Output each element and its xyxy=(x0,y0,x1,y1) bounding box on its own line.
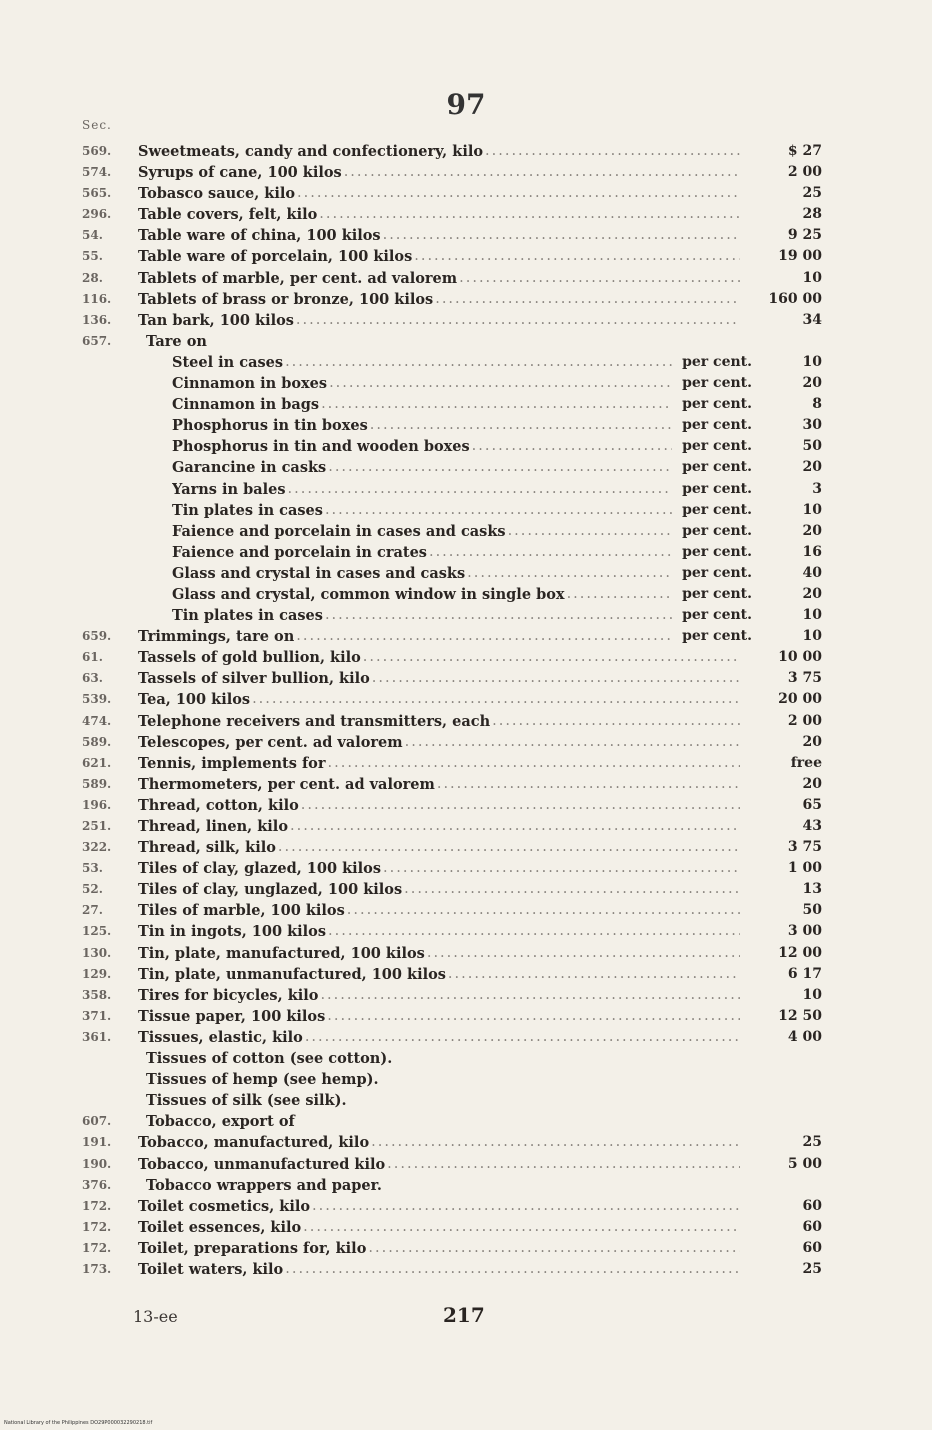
entry-description: Glass and crystal, common window in single box xyxy=(172,585,565,603)
dot-leader xyxy=(492,711,740,732)
dot-leader xyxy=(370,415,672,436)
entry-description: Glass and crystal in cases and casks xyxy=(172,564,466,582)
tariff-entry-row xyxy=(82,689,822,710)
entry-rate: 25 xyxy=(802,185,822,202)
entry-rate: 34 xyxy=(802,311,822,328)
section-number: 589. xyxy=(82,734,112,749)
tariff-entry-row xyxy=(82,542,822,563)
entry-description: Tea, 100 kilos xyxy=(138,691,251,709)
entry-rate: 13 xyxy=(802,881,822,898)
entry-rate: 20 00 xyxy=(778,691,822,708)
entry-rate: 1 00 xyxy=(787,860,822,877)
dot-leader xyxy=(312,1196,740,1217)
entry-rate: 12 00 xyxy=(778,944,822,961)
entry-description: Cinnamon in bags xyxy=(172,396,320,414)
dot-leader xyxy=(371,1132,740,1153)
tariff-entry-row xyxy=(82,204,822,225)
dot-leader xyxy=(472,436,672,457)
dot-leader xyxy=(328,921,740,942)
entry-rate: 3 75 xyxy=(787,670,822,687)
tariff-entry-row xyxy=(82,457,822,478)
entry-rate: 20 xyxy=(802,733,822,750)
entry-rate: 3 75 xyxy=(787,839,822,856)
tariff-entry-row xyxy=(82,500,822,521)
entry-description: Telescopes, per cent. ad valorem xyxy=(138,733,403,751)
entry-description: Tablets of marble, per cent. ad valorem xyxy=(138,269,458,287)
entry-rate: 10 00 xyxy=(778,649,822,666)
dot-leader xyxy=(319,204,740,225)
section-number: 129. xyxy=(82,966,112,981)
section-number: 54. xyxy=(82,228,103,243)
tariff-entry-row xyxy=(82,310,822,331)
tariff-entry-row xyxy=(82,162,822,183)
section-number: 589. xyxy=(82,776,112,791)
entry-rate: 20 xyxy=(802,522,822,539)
entry-rate: 25 xyxy=(802,1134,822,1151)
dot-leader xyxy=(383,858,740,879)
section-number: 28. xyxy=(82,270,103,285)
entry-description: Tissues, elastic, kilo xyxy=(138,1028,303,1046)
tariff-entry-row xyxy=(82,668,822,689)
entry-unit: per cent. xyxy=(682,585,752,602)
entry-rate: 5 00 xyxy=(787,1155,822,1172)
entry-rate: 60 xyxy=(802,1239,822,1256)
section-number: 191. xyxy=(82,1135,112,1150)
dot-leader xyxy=(301,795,740,816)
dot-leader xyxy=(429,542,672,563)
entry-rate: 2 00 xyxy=(787,712,822,729)
section-number: 61. xyxy=(82,650,103,665)
entry-description: Tobasco sauce, kilo xyxy=(138,185,296,203)
tariff-entry-row xyxy=(82,985,822,1006)
tariff-entry-row xyxy=(82,289,822,310)
section-number: 172. xyxy=(82,1198,112,1213)
tariff-entry-row xyxy=(82,394,822,415)
section-number: 296. xyxy=(82,207,112,222)
section-number: 659. xyxy=(82,629,112,644)
entry-rate: 3 00 xyxy=(787,923,822,940)
dot-leader xyxy=(344,162,740,183)
tariff-entry-row xyxy=(82,141,822,162)
footer-page-number: 217 xyxy=(443,1303,485,1327)
entry-unit: per cent. xyxy=(682,564,752,581)
section-number: 116. xyxy=(82,291,112,306)
tariff-entry-row xyxy=(82,584,822,605)
tariff-entry-row xyxy=(82,837,822,858)
entry-description: Toilet cosmetics, kilo xyxy=(138,1197,311,1215)
dot-leader xyxy=(296,310,740,331)
dot-leader xyxy=(508,521,672,542)
entry-description: Steel in cases xyxy=(172,353,284,371)
tariff-entry-row xyxy=(82,711,822,732)
entry-rate: 60 xyxy=(802,1218,822,1235)
entry-rate: 4 00 xyxy=(787,1028,822,1045)
entry-rate: 8 xyxy=(812,396,822,413)
entry-description: Faience and porcelain in cases and casks xyxy=(172,522,506,540)
tariff-entry-row xyxy=(82,1175,822,1196)
entry-description: Phosphorus in tin and wooden boxes xyxy=(172,438,470,456)
tariff-entry-row xyxy=(82,225,822,246)
tariff-entry-row xyxy=(82,1259,822,1280)
entry-description: Tissues of hemp (see hemp). xyxy=(146,1071,379,1089)
tariff-entry-row xyxy=(82,1090,822,1111)
tariff-entry-row xyxy=(82,1217,822,1238)
dot-leader xyxy=(325,605,672,626)
dot-leader xyxy=(320,985,740,1006)
entry-rate: 60 xyxy=(802,1197,822,1214)
dot-leader xyxy=(297,183,740,204)
entry-rate: 160 00 xyxy=(768,290,822,307)
entry-unit: per cent. xyxy=(682,438,752,455)
entry-rate: 10 xyxy=(802,269,822,286)
entry-description: Toilet, preparations for, kilo xyxy=(138,1239,367,1257)
tariff-entry-row xyxy=(82,1048,822,1069)
entry-description: Tin, plate, manufactured, 100 kilos xyxy=(138,944,425,962)
page-number: 97 xyxy=(446,88,486,121)
entry-description: Table ware of china, 100 kilos xyxy=(138,227,381,245)
tariff-entry-row xyxy=(82,753,822,774)
entry-description: Thread, linen, kilo xyxy=(138,818,288,835)
section-number: 607. xyxy=(82,1114,112,1129)
entry-description: Thermometers, per cent. ad valorem xyxy=(138,775,435,793)
section-number: 190. xyxy=(82,1156,112,1171)
entry-unit: per cent. xyxy=(682,501,752,518)
tariff-entry-row xyxy=(82,268,822,289)
dot-leader xyxy=(325,500,672,521)
entry-rate: 10 xyxy=(802,353,822,370)
dot-leader xyxy=(405,732,740,753)
tariff-entry-row xyxy=(82,921,822,942)
dot-leader xyxy=(414,246,740,267)
section-number: 657. xyxy=(82,333,112,348)
dot-leader xyxy=(328,753,741,774)
entry-rate: 20 xyxy=(802,375,822,392)
entry-description: Tin plates in cases xyxy=(172,607,323,625)
entry-description: Thread, silk, kilo xyxy=(138,839,276,857)
tariff-entry-row xyxy=(82,1111,822,1132)
dot-leader xyxy=(448,964,740,985)
tariff-entry-row xyxy=(82,626,822,647)
entry-rate: 9 25 xyxy=(787,227,822,244)
entry-description: Tan bark, 100 kilos xyxy=(138,311,294,329)
entry-description: Cinnamon in boxes xyxy=(172,375,328,393)
entry-unit: per cent. xyxy=(682,396,752,413)
tariff-entry-row xyxy=(82,183,822,204)
entry-description: Tin, plate, unmanufactured, 100 kilos xyxy=(138,965,446,983)
entry-description: Sweetmeats, candy and confectionery, kilo xyxy=(138,143,484,160)
entry-unit: per cent. xyxy=(682,607,752,624)
entry-description: Tiles of clay, glazed, 100 kilos xyxy=(138,860,382,878)
entry-rate: 10 xyxy=(802,628,822,645)
entry-description: Tissues of cotton (see cotton). xyxy=(146,1050,393,1068)
dot-leader xyxy=(303,1217,740,1238)
entry-description: Garancine in casks xyxy=(172,459,327,477)
entry-description: Tin plates in cases xyxy=(172,501,323,519)
entry-description: Tablets of brass or bronze, 100 kilos xyxy=(138,290,434,308)
entry-description: Tennis, implements for xyxy=(138,754,326,772)
tariff-entry-row xyxy=(82,1132,822,1153)
dot-leader xyxy=(404,879,740,900)
dot-leader xyxy=(328,457,672,478)
entry-rate: 6 17 xyxy=(787,965,822,982)
dot-leader xyxy=(305,1027,740,1048)
dot-leader xyxy=(368,1238,740,1259)
dot-leader xyxy=(363,647,740,668)
dot-leader xyxy=(285,352,672,373)
entry-description: Faience and porcelain in crates xyxy=(172,543,427,561)
section-number: 125. xyxy=(82,924,112,939)
section-number: 361. xyxy=(82,1029,112,1044)
entry-rate: 20 xyxy=(802,459,822,476)
entry-description: Tobacco wrappers and paper. xyxy=(146,1176,382,1194)
entry-rate: $ 27 xyxy=(787,143,822,159)
section-number: 322. xyxy=(82,840,112,855)
entry-description: Table covers, felt, kilo xyxy=(138,206,318,224)
entry-unit: per cent. xyxy=(682,543,752,560)
entry-unit: per cent. xyxy=(682,417,752,434)
section-number: 251. xyxy=(82,819,112,833)
section-number: 130. xyxy=(82,945,112,960)
tariff-entry-row xyxy=(82,879,822,900)
entry-rate: 25 xyxy=(802,1260,822,1277)
tariff-entry-row xyxy=(82,331,822,352)
entry-description: Tissue paper, 100 kilos xyxy=(138,1007,326,1025)
section-number: 376. xyxy=(82,1177,112,1192)
entry-description: Tin in ingots, 100 kilos xyxy=(138,923,327,941)
tariff-entry-row xyxy=(82,816,822,837)
entry-unit: per cent. xyxy=(682,375,752,392)
signature-mark: 13-ee xyxy=(133,1307,178,1326)
entry-rate: 16 xyxy=(802,543,822,560)
entry-description: Tassels of silver bullion, kilo xyxy=(138,670,370,688)
dot-leader xyxy=(285,1259,740,1280)
tariff-entry-row xyxy=(82,732,822,753)
section-number: 136. xyxy=(82,312,112,327)
section-column-header: Sec. xyxy=(82,118,112,132)
entry-description: Toilet essences, kilo xyxy=(138,1218,302,1236)
tariff-entry-row xyxy=(82,858,822,879)
tariff-entry-row xyxy=(82,795,822,816)
entry-rate: 10 xyxy=(802,607,822,624)
entry-rate: 3 xyxy=(812,480,822,497)
dot-leader xyxy=(321,394,672,415)
tariff-entry-row xyxy=(82,900,822,921)
tariff-entry-row xyxy=(82,415,822,436)
section-number: 196. xyxy=(82,797,112,812)
dot-leader xyxy=(427,943,740,964)
section-number: 172. xyxy=(82,1240,112,1255)
section-number: 53. xyxy=(82,861,103,876)
dot-leader xyxy=(329,373,672,394)
section-number: 371. xyxy=(82,1008,112,1023)
section-number: 539. xyxy=(82,692,112,707)
section-number: 574. xyxy=(82,165,112,180)
entry-rate: 2 00 xyxy=(787,164,822,181)
tariff-entry-row xyxy=(82,436,822,457)
entry-description: Tiles of clay, unglazed, 100 kilos xyxy=(138,881,403,899)
entry-description: Tassels of gold bullion, kilo xyxy=(138,649,361,667)
entry-description: Tobacco, export of xyxy=(146,1113,295,1131)
section-number: 474. xyxy=(82,713,112,728)
tariff-entry-row xyxy=(82,1006,822,1027)
dot-leader xyxy=(485,141,740,162)
entry-rate: free xyxy=(790,754,822,771)
dot-leader xyxy=(372,668,740,689)
entry-rate: 20 xyxy=(802,775,822,792)
tariff-entry-row xyxy=(82,1069,822,1090)
tariff-entry-row xyxy=(82,1196,822,1217)
dot-leader xyxy=(387,1154,740,1175)
dot-leader xyxy=(288,479,672,500)
entry-unit: per cent. xyxy=(682,522,752,539)
dot-leader xyxy=(467,563,672,584)
entry-description: Thread, cotton, kilo xyxy=(138,796,299,814)
entry-description: Phosphorus in tin boxes xyxy=(172,417,368,435)
tariff-entry-list xyxy=(82,141,822,1280)
entry-description: Tires for bicycles, kilo xyxy=(138,986,319,1004)
tariff-entry-row xyxy=(82,373,822,394)
tariff-entry-row xyxy=(82,479,822,500)
entry-description: Yarns in bales xyxy=(172,480,286,498)
tariff-entry-row xyxy=(82,943,822,964)
dot-leader xyxy=(437,774,740,795)
section-number: 52. xyxy=(82,882,103,897)
tariff-entry-row xyxy=(82,605,822,626)
entry-unit: per cent. xyxy=(682,480,752,497)
section-number: 55. xyxy=(82,249,103,264)
entry-description: Trimmings, tare on xyxy=(138,628,295,646)
entry-rate: 30 xyxy=(802,417,822,434)
section-number: 358. xyxy=(82,987,112,1002)
entry-rate: 10 xyxy=(802,986,822,1003)
entry-rate: 50 xyxy=(802,438,822,455)
entry-unit: per cent. xyxy=(682,353,752,370)
entry-rate: 12 50 xyxy=(778,1007,822,1024)
tariff-entry-row xyxy=(82,563,822,584)
dot-leader xyxy=(567,584,672,605)
section-number: 63. xyxy=(82,671,103,686)
tariff-entry-row xyxy=(82,1154,822,1175)
entry-description: Tobacco, manufactured, kilo xyxy=(138,1134,370,1152)
dot-leader xyxy=(290,816,740,837)
library-credit: National Library of the Philippines DO29P000032290218.tif xyxy=(4,1420,153,1426)
section-number: 569. xyxy=(82,144,112,158)
entry-unit: per cent. xyxy=(682,628,752,645)
tariff-entry-row xyxy=(82,1027,822,1048)
dot-leader xyxy=(347,900,740,921)
entry-rate: 28 xyxy=(802,206,822,223)
entry-description: Toilet waters, kilo xyxy=(138,1260,284,1278)
entry-description: Table ware of porcelain, 100 kilos xyxy=(138,248,413,266)
entry-description: Syrups of cane, 100 kilos xyxy=(138,164,342,182)
entry-unit: per cent. xyxy=(682,459,752,476)
tariff-entry-row xyxy=(82,647,822,668)
entry-description: Tobacco, unmanufactured kilo xyxy=(138,1155,386,1173)
dot-leader xyxy=(296,626,672,647)
tariff-entry-row xyxy=(82,246,822,267)
tariff-entry-row xyxy=(82,352,822,373)
dot-leader xyxy=(383,225,740,246)
section-number: 621. xyxy=(82,755,112,770)
dot-leader xyxy=(435,289,740,310)
entry-rate: 43 xyxy=(802,818,822,834)
entry-description: Tiles of marble, 100 kilos xyxy=(138,902,345,920)
tariff-entry-row xyxy=(82,964,822,985)
entry-description: Tissues of silk (see silk). xyxy=(146,1092,347,1110)
entry-description: Telephone receivers and transmitters, each xyxy=(138,712,491,730)
dot-leader xyxy=(278,837,740,858)
entry-rate: 40 xyxy=(802,564,822,581)
section-number: 27. xyxy=(82,903,103,918)
entry-rate: 50 xyxy=(802,902,822,919)
entry-rate: 20 xyxy=(802,585,822,602)
dot-leader xyxy=(327,1006,740,1027)
tariff-entry-row xyxy=(82,521,822,542)
section-number: 565. xyxy=(82,186,112,201)
section-number: 173. xyxy=(82,1261,112,1276)
dot-leader xyxy=(252,689,740,710)
entry-description: Tare on xyxy=(146,332,207,350)
tariff-entry-row xyxy=(82,774,822,795)
entry-rate: 65 xyxy=(802,796,822,813)
section-number: 172. xyxy=(82,1219,112,1234)
dot-leader xyxy=(459,268,740,289)
entry-rate: 10 xyxy=(802,501,822,518)
entry-rate: 19 00 xyxy=(778,248,822,265)
tariff-entry-row xyxy=(82,1238,822,1259)
